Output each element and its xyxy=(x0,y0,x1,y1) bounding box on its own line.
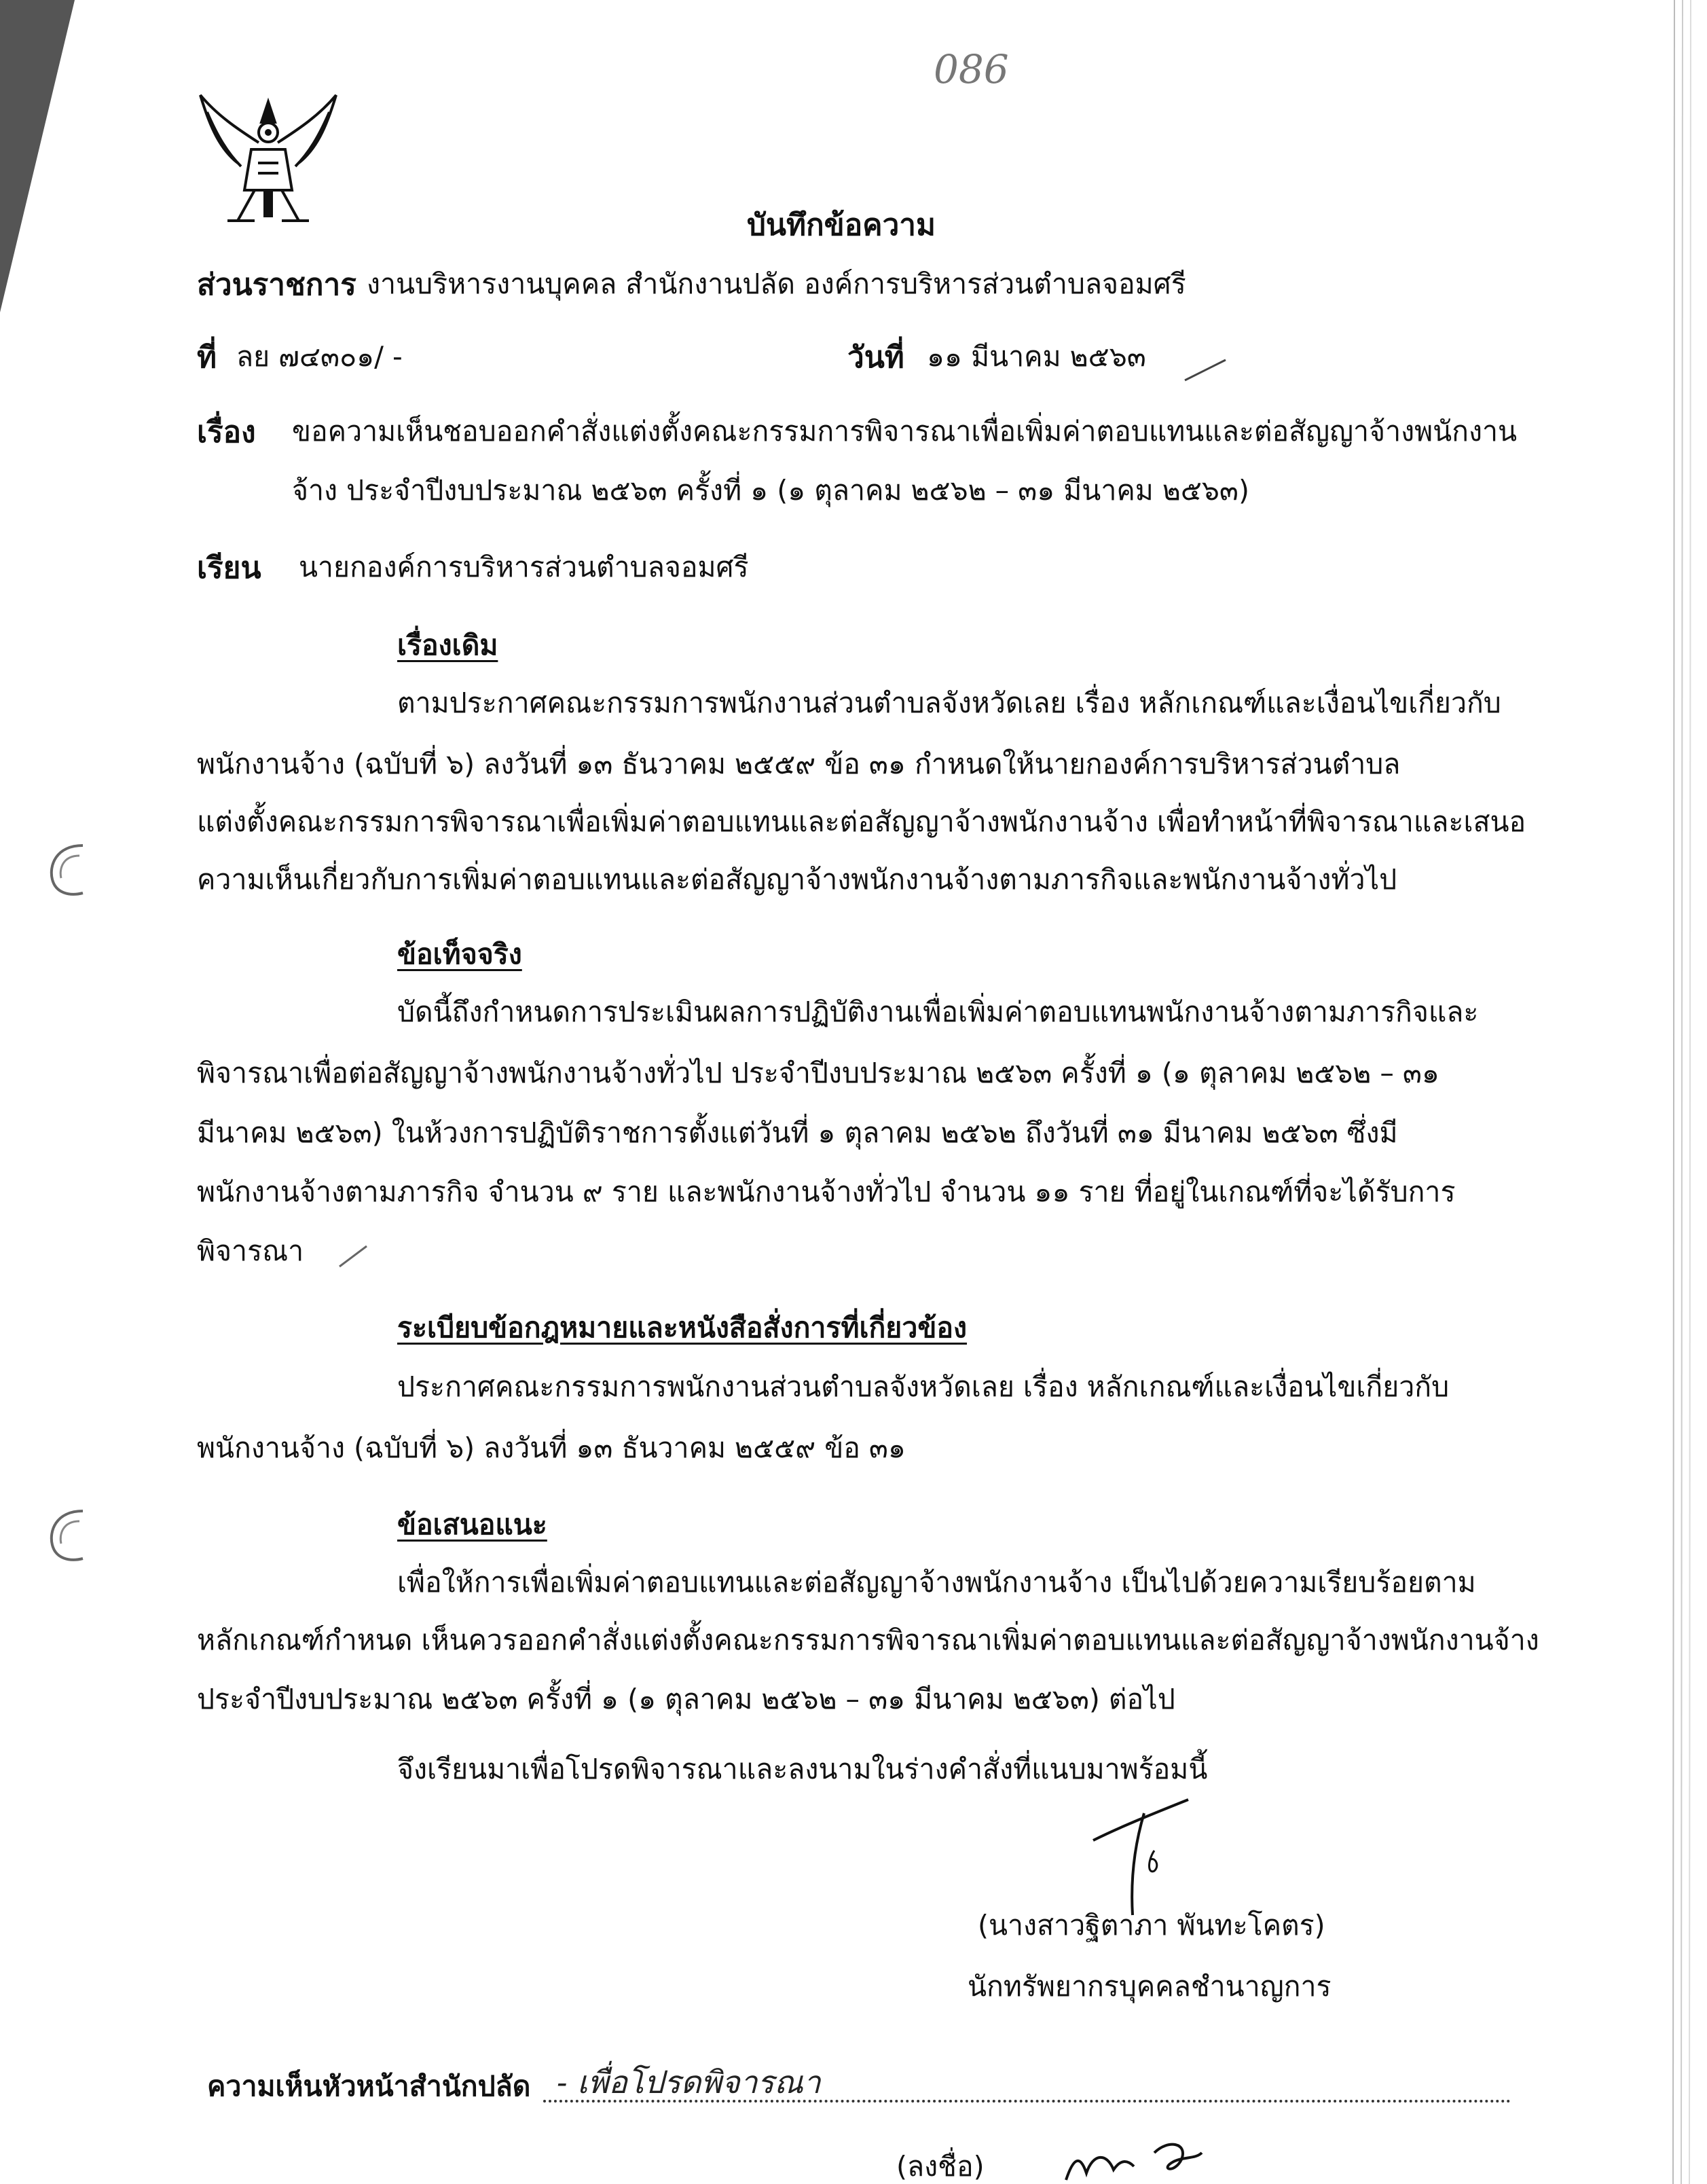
signatory-position: นักทรัพยากรบุคคลชำนาญการ xyxy=(968,1970,1332,2003)
body-line: บัดนี้ถึงกำหนดการประเมินผลการปฏิบัติงานเพื่อเพิ่มค่าตอบแทนพนักงานจ้างตามภารกิจและ xyxy=(397,996,1479,1028)
body-line: พนักงานจ้าง (ฉบับที่ ๖) ลงวันที่ ๑๓ ธันวาคม ๒๕๕๙ ข้อ ๓๑ กำหนดให้นายกองค์การบริหารส่วนตำบล xyxy=(197,748,1401,780)
body-line: มีนาคม ๒๕๖๓) ในห้วงการปฏิบัติราชการตั้งแต่วันที่ ๑ ตุลาคม ๒๕๖๒ ถึงวันที่ ๓๑ มีนาคม ๒๕๖๓ ซึ่งมี xyxy=(197,1116,1398,1149)
agency-value: งานบริหารงานบุคคล สำนักงานปลัด องค์การบริหารส่วนตำบลจอมศรี xyxy=(367,268,1186,300)
to-label: เรียน xyxy=(197,551,261,585)
date-value: ๑๑ มีนาคม ๒๕๖๓ xyxy=(927,340,1146,373)
stacked-pages-edge xyxy=(1666,0,1707,2184)
ref-value: ลย ๗๔๓๐๑/ - xyxy=(236,340,403,373)
body-line: พิจารณาเพื่อต่อสัญญาจ้างพนักงานจ้างทั่วไป ประจำปีงบประมาณ ๒๕๖๓ ครั้งที่ ๑ (๑ ตุลาคม ๒๕๖๒ – ๓๑ xyxy=(197,1057,1439,1089)
garuda-emblem-icon xyxy=(190,88,346,238)
body-line: เพื่อให้การเพื่อเพิ่มค่าตอบแทนและต่อสัญญาจ้างพนักงานจ้าง เป็นไปด้วยความเรียบร้อยตาม xyxy=(397,1566,1476,1599)
sign-label: (ลงชื่อ) xyxy=(896,2150,985,2183)
body-line: พิจารณา xyxy=(197,1235,304,1267)
check-tick-mark xyxy=(336,1243,370,1270)
subject-line-1: ขอความเห็นชอบออกคำสั่งแต่งตั้งคณะกรรมการพิจารณาเพื่อเพิ่มค่าตอบแทนและต่อสัญญาจ้างพนักงาน xyxy=(292,415,1518,448)
ref-label: ที่ xyxy=(197,340,217,375)
scan-corner-shadow xyxy=(0,0,81,319)
body-line: ความเห็นเกี่ยวกับการเพิ่มค่าตอบแทนและต่อสัญญาจ้างพนักงานจ้างตามภารกิจและพนักงานจ้างทั่วไป xyxy=(197,863,1397,896)
memo-title: บันทึกข้อความ xyxy=(747,208,936,242)
section-heading-background: เรื่องเดิม xyxy=(397,629,498,661)
comment-label: ความเห็นหัวหน้าสำนักปลัด xyxy=(207,2070,531,2103)
body-line: หลักเกณฑ์กำหนด เห็นควรออกคำสั่งแต่งตั้งคณะกรรมการพิจารณาเพิ่มค่าตอบแทนและต่อสัญญาจ้างพนักงานจ้าง xyxy=(197,1624,1539,1656)
agency-label: ส่วนราชการ xyxy=(197,268,356,302)
body-line: พนักงานจ้างตามภารกิจ จำนวน ๙ ราย และพนักงานจ้างทั่วไป จำนวน ๑๑ ราย ที่อยู่ในเกณฑ์ที่จะได้รับการ xyxy=(197,1176,1456,1208)
body-line: แต่งตั้งคณะกรรมการพิจารณาเพื่อเพิ่มค่าตอบแทนและต่อสัญญาจ้างพนักงานจ้าง เพื่อทำหน้าที่พิจารณาและเสนอ xyxy=(197,805,1526,838)
page-number-mark: 086 xyxy=(934,46,1009,92)
handwritten-signature xyxy=(1080,1786,1195,1922)
handwritten-signature xyxy=(1052,2132,1215,2184)
signatory-name: (นางสาวฐิตาภา พันทะโคตร) xyxy=(978,1909,1325,1942)
comment-dotted-line xyxy=(543,2100,1511,2103)
closing-line: จึงเรียนมาเพื่อโปรดพิจารณาและลงนามในร่างคำสั่งที่แนบมาพร้อมนี้ xyxy=(397,1753,1208,1785)
to-value: นายกองค์การบริหารส่วนตำบลจอมศรี xyxy=(299,551,749,583)
date-label: วันที่ xyxy=(847,340,904,375)
body-line: พนักงานจ้าง (ฉบับที่ ๖) ลงวันที่ ๑๓ ธันวาคม ๒๕๕๙ ข้อ ๓๑ xyxy=(197,1432,906,1464)
section-heading-regulations: ระเบียบข้อกฎหมายและหนังสือสั่งการที่เกี่ยวข้อง xyxy=(397,1311,968,1344)
section-heading-proposal: ข้อเสนอแนะ xyxy=(397,1508,547,1541)
subject-label: เรื่อง xyxy=(197,415,256,450)
body-line: ประจำปีงบประมาณ ๒๕๖๓ ครั้งที่ ๑ (๑ ตุลาคม ๒๕๖๒ – ๓๑ มีนาคม ๒๕๖๓) ต่อไป xyxy=(197,1683,1175,1715)
binder-hole-mark xyxy=(42,839,90,900)
check-tick-mark xyxy=(1181,357,1229,384)
subject-line-2: จ้าง ประจำปีงบประมาณ ๒๕๖๓ ครั้งที่ ๑ (๑ ตุลาคม ๒๕๖๒ – ๓๑ มีนาคม ๒๕๖๓) xyxy=(292,474,1249,507)
section-heading-facts: ข้อเท็จจริง xyxy=(397,938,522,970)
body-line: ตามประกาศคณะกรรมการพนักงานส่วนตำบลจังหวัดเลย เรื่อง หลักเกณฑ์และเงื่อนไขเกี่ยวกับ xyxy=(397,687,1501,719)
binder-hole-mark xyxy=(42,1504,90,1565)
body-line: ประกาศคณะกรรมการพนักงานส่วนตำบลจังหวัดเลย เรื่อง หลักเกณฑ์และเงื่อนไขเกี่ยวกับ xyxy=(397,1370,1450,1403)
comment-handwritten: - เพื่อโปรดพิจารณา xyxy=(557,2064,821,2100)
